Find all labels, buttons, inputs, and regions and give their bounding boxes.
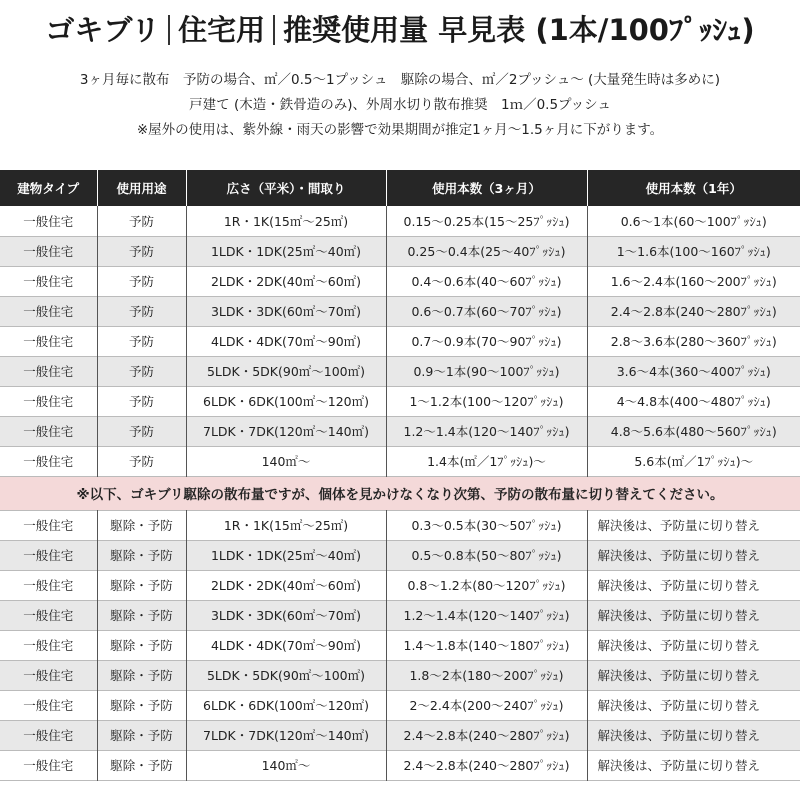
cell-usage-3months: 0.6～0.7本(60～70ﾌﾟｯｼｭ): [386, 296, 587, 326]
cell-building-type: 一般住宅: [0, 600, 97, 630]
cell-usage-3months: 1.4本(㎡／1ﾌﾟｯｼｭ)～: [386, 446, 587, 476]
cell-usage-1year: 解決後は、予防量に切り替え: [587, 720, 800, 750]
cell-area: 7LDK・7DK(120㎡～140㎡): [186, 720, 386, 750]
cell-purpose: 予防: [97, 266, 186, 296]
table-header-row: [0, 170, 800, 206]
cell-usage-3months: 2.4～2.8本(240～280ﾌﾟｯｼｭ): [386, 720, 587, 750]
cell-usage-1year: 3.6～4本(360～400ﾌﾟｯｼｭ): [587, 356, 800, 386]
cell-usage-3months: 0.8～1.2本(80～120ﾌﾟｯｼｭ): [386, 570, 587, 600]
notice-text: ※以下、ゴキブリ駆除の散布量ですが、個体を見かけなくなり次第、予防の散布量に切り替えてください。: [0, 476, 800, 510]
cell-usage-3months: 0.15～0.25本(15～25ﾌﾟｯｼｭ): [386, 206, 587, 236]
cell-purpose: 駆除・予防: [97, 690, 186, 720]
table-row: [0, 326, 800, 356]
cell-purpose: 予防: [97, 386, 186, 416]
table-row: [0, 266, 800, 296]
header-usage-1year: 使用本数（1年）: [587, 170, 800, 206]
cell-usage-3months: 1.8～2本(180～200ﾌﾟｯｼｭ): [386, 660, 587, 690]
cell-usage-1year: 解決後は、予防量に切り替え: [587, 660, 800, 690]
cell-usage-3months: 0.5～0.8本(50～80ﾌﾟｯｼｭ): [386, 540, 587, 570]
table-row: [0, 630, 800, 660]
note-line: ※屋外の使用は、紫外線・雨天の影響で効果期間が推定1ヶ月～1.5ヶ月に下がります。: [136, 122, 664, 138]
cell-usage-1year: 1～1.6本(100～160ﾌﾟｯｼｭ): [587, 236, 800, 266]
cell-purpose: 駆除・予防: [97, 750, 186, 780]
cell-usage-1year: 2.4～2.8本(240～280ﾌﾟｯｼｭ): [587, 296, 800, 326]
cell-usage-1year: 解決後は、予防量に切り替え: [587, 570, 800, 600]
cell-building-type: 一般住宅: [0, 326, 97, 356]
cell-usage-3months: 1～1.2本(100～120ﾌﾟｯｼｭ): [386, 386, 587, 416]
cell-area: 4LDK・4DK(70㎡～90㎡): [186, 326, 386, 356]
cell-usage-3months: 0.9～1本(90～100ﾌﾟｯｼｭ): [386, 356, 587, 386]
table-row: [0, 750, 800, 780]
header-purpose: 使用用途: [97, 170, 186, 206]
cell-area: 6LDK・6DK(100㎡～120㎡): [186, 386, 386, 416]
cell-purpose: 予防: [97, 446, 186, 476]
cell-building-type: 一般住宅: [0, 356, 97, 386]
cell-area: 5LDK・5DK(90㎡～100㎡): [186, 660, 386, 690]
cell-building-type: 一般住宅: [0, 446, 97, 476]
table-row: [0, 296, 800, 326]
note-line: 3ヶ月毎に散布 予防の場合、㎡／0.5～1プッシュ 駆除の場合、㎡／2プッシュ～ (大量発生時は多めに): [79, 72, 721, 88]
page-title: [0, 0, 800, 60]
cell-purpose: 駆除・予防: [97, 540, 186, 570]
cell-usage-1year: 解決後は、予防量に切り替え: [587, 690, 800, 720]
usage-table: [0, 170, 800, 781]
cell-usage-1year: 解決後は、予防量に切り替え: [587, 540, 800, 570]
cell-area: 2LDK・2DK(40㎡～60㎡): [186, 266, 386, 296]
table-row: [0, 356, 800, 386]
note-line: 戸建て (木造・鉄骨造のみ)、外周水切り散布推奨 1ｍ／0.5プッシュ: [189, 97, 611, 113]
header-usage-3months: 使用本数（3ヶ月）: [386, 170, 587, 206]
cell-purpose: 駆除・予防: [97, 720, 186, 750]
cell-building-type: 一般住宅: [0, 206, 97, 236]
header-area: 広さ（平米）・間取り: [186, 170, 386, 206]
table-body: [0, 206, 800, 780]
cell-usage-1year: 4.8～5.6本(480～560ﾌﾟｯｼｭ): [587, 416, 800, 446]
notice-row: [0, 476, 800, 510]
cell-area: 1R・1K(15㎡～25㎡): [186, 206, 386, 236]
cell-building-type: 一般住宅: [0, 266, 97, 296]
usage-notes: [0, 68, 800, 143]
cell-usage-3months: 1.2～1.4本(120～140ﾌﾟｯｼｭ): [386, 416, 587, 446]
cell-usage-3months: 1.2～1.4本(120～140ﾌﾟｯｼｭ): [386, 600, 587, 630]
cell-usage-1year: 5.6本(㎡／1ﾌﾟｯｼｭ)～: [587, 446, 800, 476]
cell-area: 1LDK・1DK(25㎡～40㎡): [186, 540, 386, 570]
cell-purpose: 予防: [97, 356, 186, 386]
table-row: [0, 690, 800, 720]
cell-area: 5LDK・5DK(90㎡～100㎡): [186, 356, 386, 386]
cell-usage-1year: 4～4.8本(400～480ﾌﾟｯｼｭ): [587, 386, 800, 416]
cell-building-type: 一般住宅: [0, 570, 97, 600]
cell-area: 7LDK・7DK(120㎡～140㎡): [186, 416, 386, 446]
cell-building-type: 一般住宅: [0, 416, 97, 446]
cell-building-type: 一般住宅: [0, 630, 97, 660]
table-row: [0, 540, 800, 570]
cell-building-type: 一般住宅: [0, 660, 97, 690]
title-part-table: 推奨使用量 早見表 (1本/100ﾌﾟｯｼｭ): [283, 13, 755, 47]
cell-purpose: 駆除・予防: [97, 570, 186, 600]
cell-area: 140㎡～: [186, 446, 386, 476]
cell-area: 1R・1K(15㎡～25㎡): [186, 510, 386, 540]
cell-area: 3LDK・3DK(60㎡～70㎡): [186, 296, 386, 326]
title-part-residential: 住宅用: [178, 13, 266, 47]
cell-usage-3months: 0.3～0.5本(30～50ﾌﾟｯｼｭ): [386, 510, 587, 540]
cell-purpose: 予防: [97, 206, 186, 236]
cell-usage-3months: 0.25～0.4本(25～40ﾌﾟｯｼｭ): [386, 236, 587, 266]
cell-building-type: 一般住宅: [0, 690, 97, 720]
table-row: [0, 720, 800, 750]
header-building-type: 建物タイプ: [0, 170, 97, 206]
cell-purpose: 予防: [97, 236, 186, 266]
cell-area: 4LDK・4DK(70㎡～90㎡): [186, 630, 386, 660]
table-row: [0, 570, 800, 600]
cell-purpose: 駆除・予防: [97, 660, 186, 690]
cell-building-type: 一般住宅: [0, 510, 97, 540]
cell-usage-1year: 解決後は、予防量に切り替え: [587, 750, 800, 780]
table-row: [0, 660, 800, 690]
cell-purpose: 駆除・予防: [97, 600, 186, 630]
cell-building-type: 一般住宅: [0, 750, 97, 780]
table-row: [0, 236, 800, 266]
cell-area: 140㎡～: [186, 750, 386, 780]
cell-usage-3months: 2～2.4本(200～240ﾌﾟｯｼｭ): [386, 690, 587, 720]
title-divider: [273, 15, 275, 45]
cell-usage-1year: 解決後は、予防量に切り替え: [587, 600, 800, 630]
table-row: [0, 386, 800, 416]
cell-usage-1year: 2.8～3.6本(280～360ﾌﾟｯｼｭ): [587, 326, 800, 356]
cell-area: 1LDK・1DK(25㎡～40㎡): [186, 236, 386, 266]
cell-purpose: 駆除・予防: [97, 630, 186, 660]
cell-purpose: 予防: [97, 416, 186, 446]
cell-usage-1year: 0.6～1本(60～100ﾌﾟｯｼｭ): [587, 206, 800, 236]
cell-usage-1year: 1.6～2.4本(160～200ﾌﾟｯｼｭ): [587, 266, 800, 296]
cell-usage-1year: 解決後は、予防量に切り替え: [587, 630, 800, 660]
table-row: [0, 510, 800, 540]
table-row: [0, 416, 800, 446]
table-row: [0, 446, 800, 476]
cell-purpose: 予防: [97, 326, 186, 356]
title-part-cockroach: ゴキブリ: [45, 13, 161, 47]
cell-usage-3months: 2.4～2.8本(240～280ﾌﾟｯｼｭ): [386, 750, 587, 780]
cell-usage-1year: 解決後は、予防量に切り替え: [587, 510, 800, 540]
cell-building-type: 一般住宅: [0, 296, 97, 326]
cell-area: 3LDK・3DK(60㎡～70㎡): [186, 600, 386, 630]
cell-area: 2LDK・2DK(40㎡～60㎡): [186, 570, 386, 600]
cell-building-type: 一般住宅: [0, 236, 97, 266]
cell-usage-3months: 0.7～0.9本(70～90ﾌﾟｯｼｭ): [386, 326, 587, 356]
cell-purpose: 予防: [97, 296, 186, 326]
table-row: [0, 206, 800, 236]
cell-building-type: 一般住宅: [0, 540, 97, 570]
cell-usage-3months: 1.4～1.8本(140～180ﾌﾟｯｼｭ): [386, 630, 587, 660]
title-divider: [168, 15, 170, 45]
table-row: [0, 600, 800, 630]
cell-purpose: 駆除・予防: [97, 510, 186, 540]
cell-usage-3months: 0.4～0.6本(40～60ﾌﾟｯｼｭ): [386, 266, 587, 296]
cell-building-type: 一般住宅: [0, 720, 97, 750]
cell-area: 6LDK・6DK(100㎡～120㎡): [186, 690, 386, 720]
cell-building-type: 一般住宅: [0, 386, 97, 416]
